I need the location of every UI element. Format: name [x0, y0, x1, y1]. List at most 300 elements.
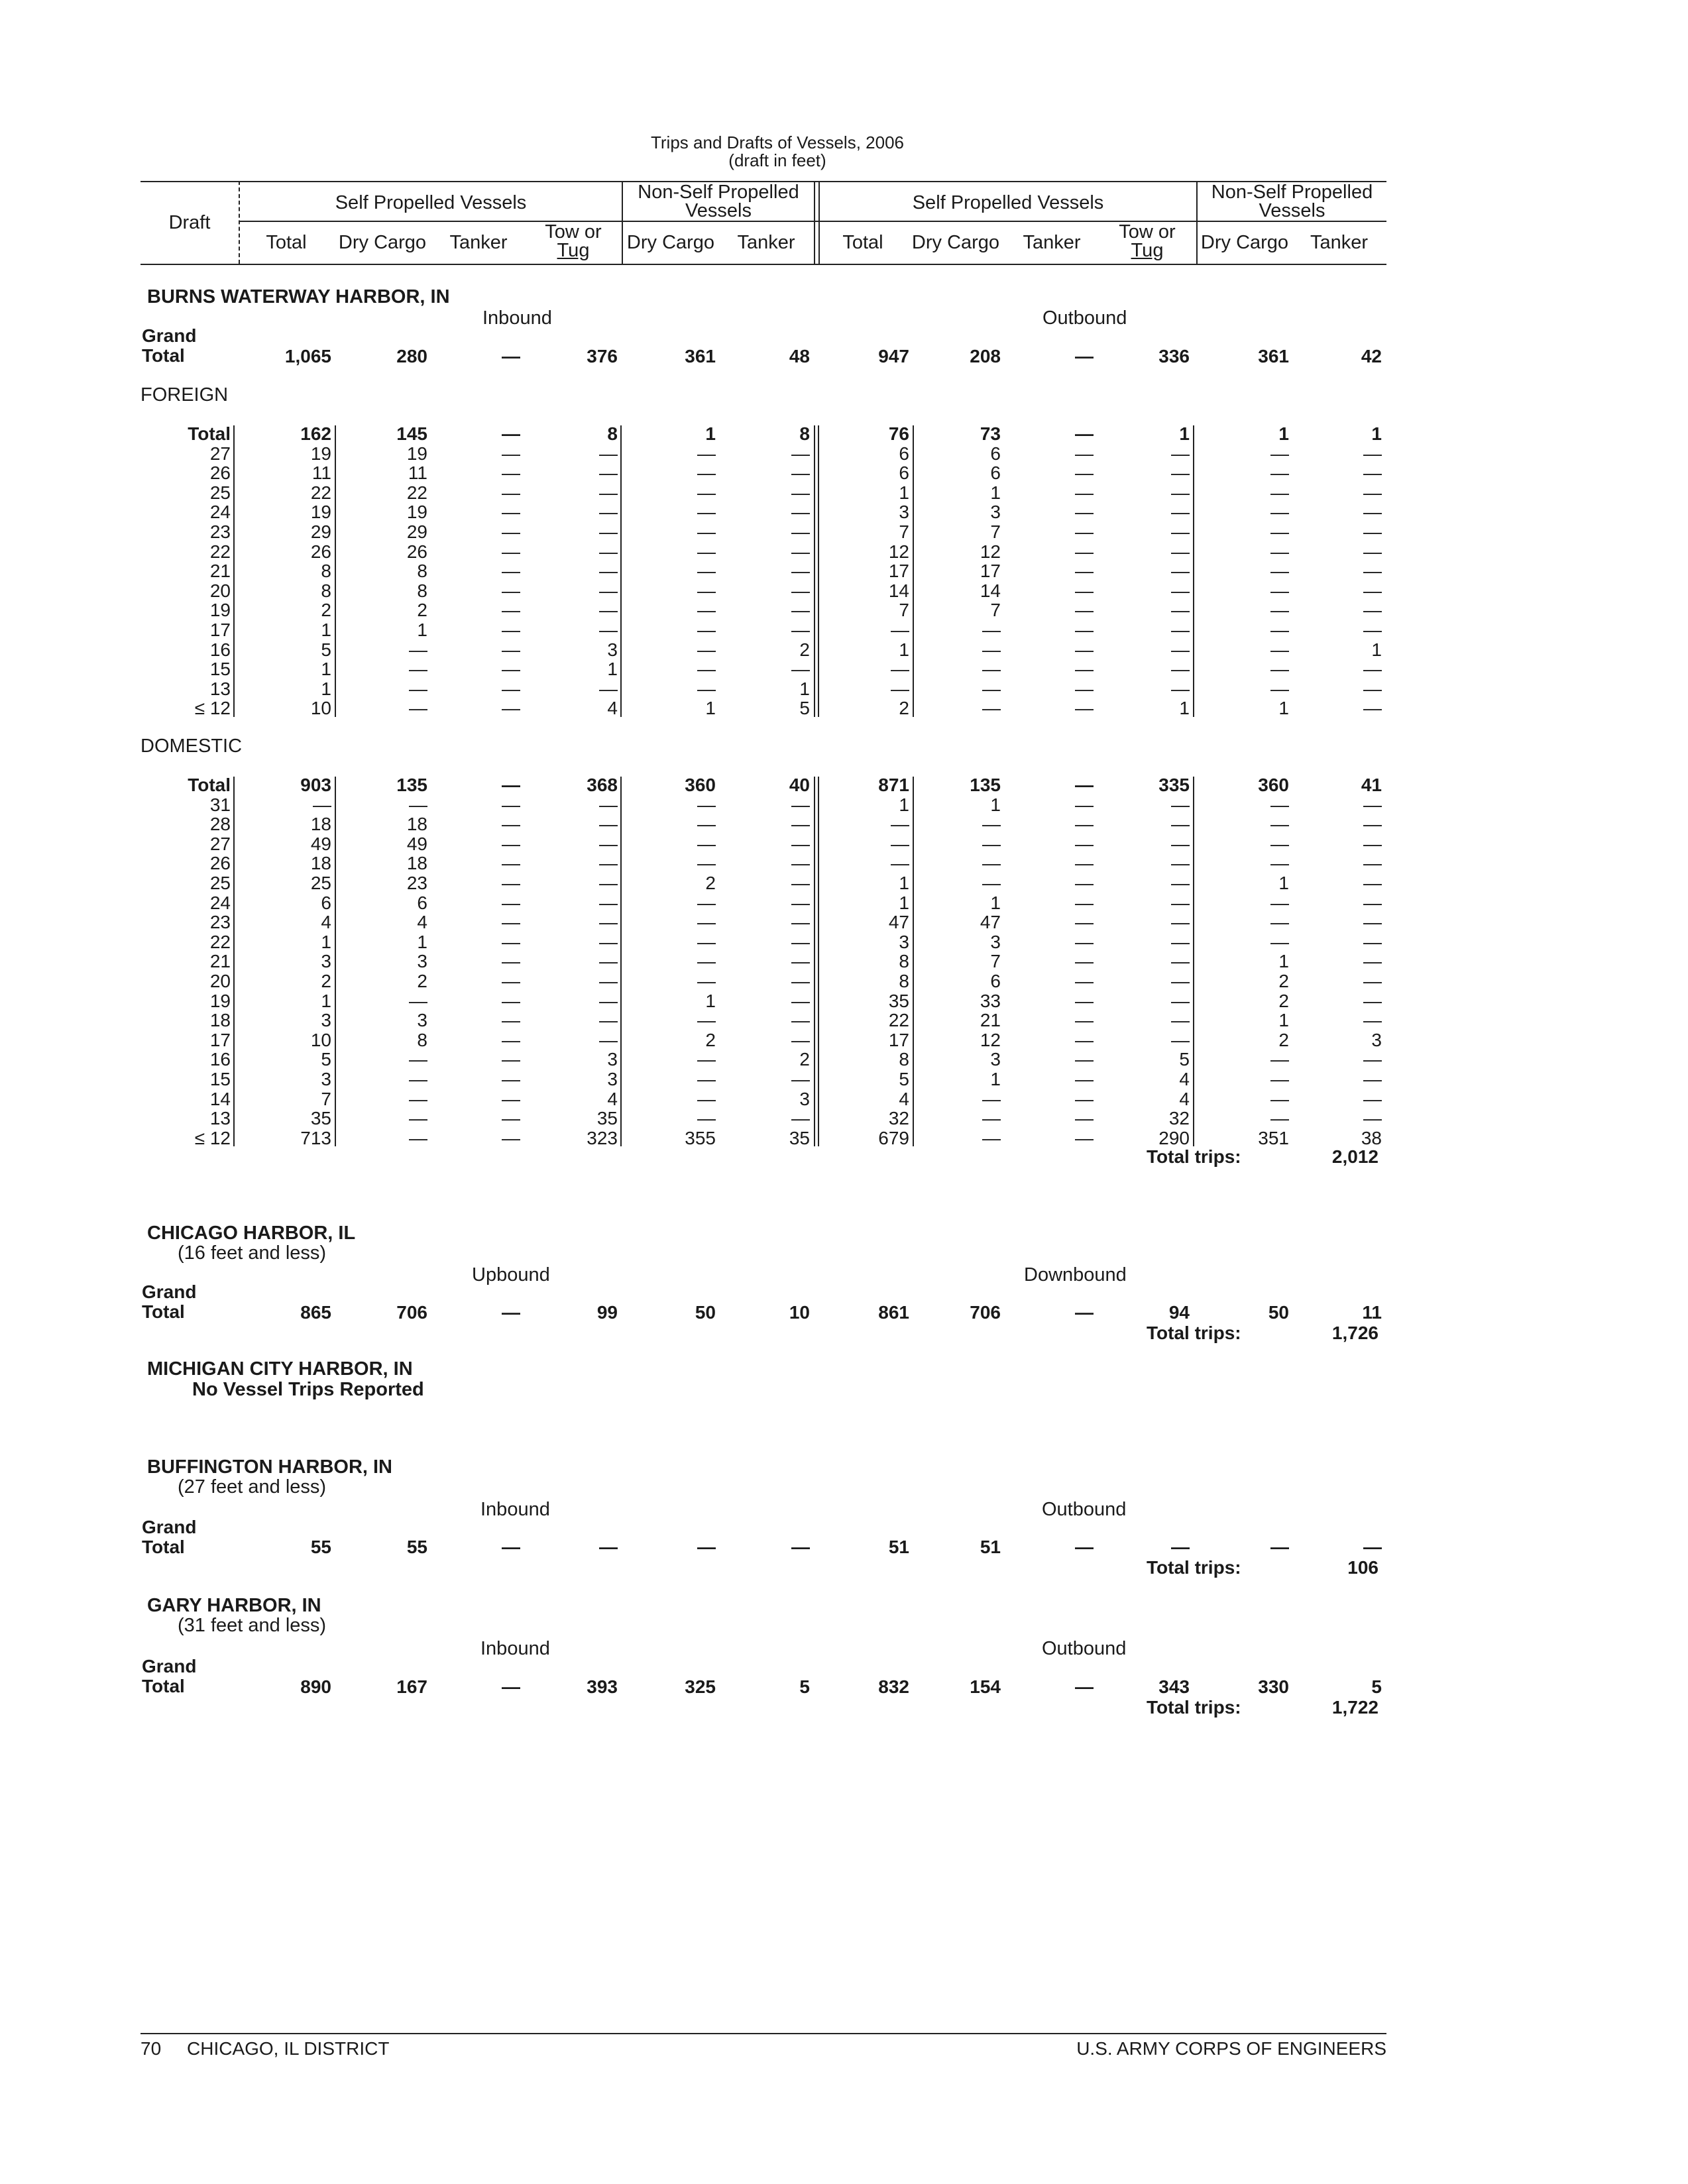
header-dry-cargo-out: Dry Cargo [911, 232, 1000, 253]
gary-harbor-sub: (31 feet and less) [178, 1615, 327, 1636]
cell-tanker-out: — [1075, 1069, 1094, 1089]
cell-tanker-out: — [1075, 580, 1094, 601]
cell-total-out: 5 [899, 1069, 909, 1089]
cell-total-out: 7 [899, 521, 909, 542]
table-row [0, 620, 1688, 640]
cell-ns-dry-cargo-out: — [1270, 931, 1289, 952]
cell-ns-dry-cargo-in: 325 [685, 1676, 716, 1697]
cell-tanker-in: — [502, 1676, 520, 1697]
cell-ns-dry-cargo-in: — [697, 794, 716, 815]
cell-ns-dry-cargo-in: 2 [705, 1029, 716, 1050]
cell-dry-cargo-out: 7 [990, 600, 1001, 621]
header-non-self-out [1198, 183, 1386, 220]
cell-tow-in: — [599, 853, 618, 874]
draft-label: Total [188, 423, 231, 444]
cell-ns-tanker-out: — [1363, 541, 1382, 562]
cell-total-out: 35 [888, 990, 909, 1011]
cell-tanker-in: — [502, 580, 520, 601]
cell-dry-cargo-out: — [982, 1127, 1001, 1148]
cell-tanker-in: — [502, 873, 520, 893]
cell-total-out: 4 [899, 1088, 909, 1109]
cell-tanker-out: — [1075, 794, 1094, 815]
table-row [0, 912, 1688, 932]
draft-label: 28 [209, 814, 231, 835]
cell-tow-in: — [599, 971, 618, 991]
cell-tow-out: — [1171, 1029, 1190, 1050]
cell-tow-out: — [1171, 502, 1190, 523]
cell-dry-cargo-out: — [982, 1088, 1001, 1109]
cell-tow-out: — [1171, 561, 1190, 582]
header-tow-out-line1: Tow or [1119, 221, 1176, 243]
table-row [0, 502, 1688, 522]
cell-dry-cargo-out: — [982, 659, 1001, 680]
cell-ns-tanker-out: — [1363, 794, 1382, 815]
cell-ns-tanker-in: — [791, 990, 810, 1011]
title-line-2: (draft in feet) [728, 150, 826, 170]
cell-tow-out: — [1171, 892, 1190, 913]
cell-tanker-in: — [502, 951, 520, 972]
cell-tow-out: 343 [1158, 1676, 1190, 1697]
draft-label: 25 [209, 873, 231, 893]
cell-dry-cargo-in: 280 [396, 346, 427, 366]
cell-ns-dry-cargo-out: 351 [1258, 1127, 1289, 1148]
cell-dry-cargo-out: — [982, 620, 1001, 640]
cell-total-out: — [891, 678, 909, 699]
draft-label: 13 [209, 1108, 231, 1129]
cell-tow-out: — [1171, 951, 1190, 972]
cell-tanker-out: — [1075, 1049, 1094, 1070]
cell-ns-dry-cargo-in: 1 [705, 423, 716, 444]
cell-ns-tanker-in: 2 [799, 1049, 810, 1070]
cell-tow-out: — [1171, 1010, 1190, 1031]
cell-total-in: 6 [321, 892, 331, 913]
cell-tow-in: — [599, 814, 618, 835]
cell-ns-dry-cargo-out: 1 [1278, 1010, 1289, 1031]
cell-total-in: 1 [321, 931, 331, 952]
cell-total-in: 4 [321, 912, 331, 933]
column-rule [620, 777, 622, 1146]
cell-tanker-in: — [502, 833, 520, 854]
cell-ns-dry-cargo-out: 2 [1278, 990, 1289, 1011]
header-non-self-out-line2: Vessels [1259, 200, 1325, 221]
cell-tanker-out: — [1075, 931, 1094, 952]
footer-district: CHICAGO, IL DISTRICT [187, 2038, 390, 2059]
cell-ns-tanker-in: 3 [799, 1088, 810, 1109]
cell-tanker-out: — [1075, 1537, 1094, 1557]
cell-ns-dry-cargo-out: — [1270, 912, 1289, 933]
cell-ns-tanker-in: 1 [799, 678, 810, 699]
cell-ns-dry-cargo-out: — [1270, 541, 1289, 562]
cell-total-in: 49 [310, 833, 331, 854]
cell-dry-cargo-out: 1 [990, 482, 1001, 503]
draft-label: 21 [209, 951, 231, 972]
cell-tow-out: — [1171, 620, 1190, 640]
table-row [0, 1089, 1688, 1109]
draft-label: 21 [209, 561, 231, 582]
cell-total-out: 17 [888, 561, 909, 582]
cell-tanker-in: — [502, 620, 520, 640]
cell-tow-in: — [599, 600, 618, 621]
cell-tow-out: — [1171, 482, 1190, 503]
cell-dry-cargo-out: 73 [980, 423, 1001, 444]
cell-tow-in: 1 [607, 659, 618, 680]
table-row [0, 834, 1688, 854]
table-row [0, 659, 1688, 679]
buffington-grand-label-2: Total [142, 1537, 185, 1557]
header-self-propelled-in: Self Propelled Vessels [335, 192, 527, 213]
cell-total-out: 1 [899, 873, 909, 893]
cell-tow-out: — [1171, 1537, 1190, 1557]
cell-ns-tanker-in: — [791, 443, 810, 464]
column-rule [913, 777, 914, 1146]
cell-ns-dry-cargo-in: — [697, 659, 716, 680]
column-rule [620, 425, 622, 717]
cell-dry-cargo-out: 7 [990, 521, 1001, 542]
cell-tow-out: — [1171, 794, 1190, 815]
cell-ns-dry-cargo-out: 1 [1278, 873, 1289, 893]
cell-total-in: 1 [321, 678, 331, 699]
table-row [0, 698, 1688, 718]
chicago-grand-total-row [0, 1303, 1688, 1323]
cell-dry-cargo-out: — [982, 1108, 1001, 1129]
cell-ns-dry-cargo-out: — [1270, 600, 1289, 621]
cell-tow-in: 3 [607, 1069, 618, 1089]
cell-tanker-out: — [1075, 912, 1094, 933]
cell-ns-dry-cargo-out: — [1270, 1088, 1289, 1109]
cell-tanker-in: — [502, 912, 520, 933]
cell-total-out: 17 [888, 1029, 909, 1050]
draft-label: 15 [209, 659, 231, 680]
cell-dry-cargo-in: 167 [396, 1676, 427, 1697]
cell-tanker-out: — [1075, 423, 1094, 444]
column-rule [814, 425, 815, 717]
cell-ns-tanker-in: — [791, 463, 810, 484]
cell-dry-cargo-out: 51 [980, 1537, 1001, 1557]
cell-tanker-in: — [502, 521, 520, 542]
cell-total-out: 871 [878, 775, 909, 795]
table-row [0, 542, 1688, 562]
cell-total-out: 32 [888, 1108, 909, 1129]
cell-ns-tanker-out: 1 [1371, 423, 1382, 444]
cell-ns-dry-cargo-in: — [697, 1108, 716, 1129]
cell-tanker-in: — [502, 1088, 520, 1109]
cell-ns-dry-cargo-out: 50 [1268, 1302, 1289, 1323]
table-row [0, 1030, 1688, 1050]
cell-ns-dry-cargo-in: — [697, 600, 716, 621]
cell-ns-dry-cargo-in: — [697, 580, 716, 601]
cell-dry-cargo-out: — [982, 853, 1001, 874]
cell-tow-out: — [1171, 600, 1190, 621]
cell-ns-dry-cargo-out: — [1270, 892, 1289, 913]
buffington-grand-label-1: Grand [142, 1517, 197, 1537]
table-row [0, 814, 1688, 834]
draft-label: 16 [209, 639, 231, 660]
cell-ns-tanker-out: — [1363, 620, 1382, 640]
cell-tow-out: — [1171, 443, 1190, 464]
cell-tanker-in: — [502, 443, 520, 464]
cell-tow-out: 32 [1168, 1108, 1190, 1129]
cell-tow-in: — [599, 443, 618, 464]
cell-ns-dry-cargo-in: — [697, 814, 716, 835]
cell-ns-dry-cargo-out: — [1270, 659, 1289, 680]
cell-dry-cargo-out: — [982, 639, 1001, 660]
cell-ns-dry-cargo-out: — [1270, 794, 1289, 815]
cell-ns-dry-cargo-in: — [697, 620, 716, 640]
cell-total-in: 5 [321, 1049, 331, 1070]
cell-tanker-out: — [1075, 561, 1094, 582]
cell-ns-dry-cargo-in: 360 [685, 775, 716, 795]
cell-ns-dry-cargo-in: 355 [685, 1127, 716, 1148]
cell-ns-dry-cargo-out: — [1270, 814, 1289, 835]
buffington-harbor-name: BUFFINGTON HARBOR, IN [147, 1456, 393, 1478]
burns-total-trips-label: Total trips: [1147, 1146, 1241, 1167]
cell-total-in: 10 [310, 1029, 331, 1050]
cell-dry-cargo-in: — [409, 794, 427, 815]
cell-tow-in: 323 [587, 1127, 618, 1148]
cell-ns-dry-cargo-out: — [1270, 620, 1289, 640]
cell-ns-dry-cargo-out: — [1270, 1537, 1289, 1557]
column-rule [335, 777, 336, 1146]
cell-dry-cargo-out: — [982, 833, 1001, 854]
cell-ns-tanker-in: 48 [789, 346, 810, 366]
cell-ns-tanker-out: — [1363, 971, 1382, 991]
cell-dry-cargo-in: 19 [406, 443, 427, 464]
cell-total-out: — [891, 814, 909, 835]
cell-ns-tanker-in: — [791, 873, 810, 893]
column-rule [335, 425, 336, 717]
cell-total-out: — [891, 853, 909, 874]
cell-dry-cargo-out: 12 [980, 541, 1001, 562]
cell-tow-out: 336 [1158, 346, 1190, 366]
cell-ns-tanker-in: — [791, 853, 810, 874]
chicago-harbor-name: CHICAGO HARBOR, IL [147, 1223, 356, 1244]
cell-ns-tanker-in: — [791, 892, 810, 913]
draft-label: 26 [209, 463, 231, 484]
cell-dry-cargo-out: 47 [980, 912, 1001, 933]
cell-ns-tanker-in: — [791, 1069, 810, 1089]
cell-tanker-in: — [502, 794, 520, 815]
gary-harbor-name: GARY HARBOR, IN [147, 1595, 321, 1616]
header-self-propelled-out: Self Propelled Vessels [912, 192, 1104, 213]
cell-ns-dry-cargo-in: 2 [705, 873, 716, 893]
cell-tow-in: — [599, 521, 618, 542]
cell-tanker-in: — [502, 541, 520, 562]
cell-tow-out: 290 [1158, 1127, 1190, 1148]
cell-tanker-out: — [1075, 853, 1094, 874]
cell-tanker-in: — [502, 1302, 520, 1323]
table-row [0, 483, 1688, 503]
cell-dry-cargo-in: 18 [406, 853, 427, 874]
cell-tanker-out: — [1075, 600, 1094, 621]
cell-tow-in: 8 [607, 423, 618, 444]
cell-ns-tanker-out: — [1363, 990, 1382, 1011]
cell-tow-out: — [1171, 990, 1190, 1011]
cell-ns-dry-cargo-out: — [1270, 1108, 1289, 1129]
header-ns-dry-cargo-in: Dry Cargo [626, 232, 715, 253]
cell-ns-dry-cargo-in: — [697, 541, 716, 562]
cell-tanker-in: — [502, 502, 520, 523]
cell-dry-cargo-in: — [409, 678, 427, 699]
cell-ns-dry-cargo-in: — [697, 1010, 716, 1031]
cell-total-in: 890 [300, 1676, 331, 1697]
cell-ns-tanker-in: 2 [799, 639, 810, 660]
cell-ns-tanker-in: — [791, 620, 810, 640]
buffington-inbound-label: Inbound [480, 1499, 550, 1520]
cell-tow-in: 376 [587, 346, 618, 366]
cell-tanker-in: — [502, 775, 520, 795]
cell-dry-cargo-out: 3 [990, 1049, 1001, 1070]
cell-tow-out: 1 [1179, 698, 1190, 719]
cell-tow-out: 4 [1179, 1069, 1190, 1089]
domestic-label: DOMESTIC [141, 736, 243, 757]
cell-ns-dry-cargo-out: 360 [1258, 775, 1289, 795]
cell-ns-dry-cargo-in: — [697, 463, 716, 484]
cell-ns-dry-cargo-out: — [1270, 639, 1289, 660]
cell-ns-tanker-out: 3 [1371, 1029, 1382, 1050]
buffington-grand-total-row [0, 1537, 1688, 1557]
draft-label: 16 [209, 1049, 231, 1070]
cell-total-in: 29 [310, 521, 331, 542]
footer-agency: U.S. ARMY CORPS OF ENGINEERS [1076, 2038, 1386, 2059]
cell-tow-out: — [1171, 814, 1190, 835]
cell-total-in: 3 [321, 1069, 331, 1089]
cell-dry-cargo-in: 19 [406, 502, 427, 523]
cell-dry-cargo-out: 135 [970, 775, 1001, 795]
cell-dry-cargo-in: 22 [406, 482, 427, 503]
cell-tanker-out: — [1075, 659, 1094, 680]
cell-tanker-out: — [1075, 346, 1094, 366]
cell-total-in: 2 [321, 600, 331, 621]
cell-ns-tanker-out: 11 [1362, 1302, 1382, 1323]
cell-total-out: 1 [899, 794, 909, 815]
cell-total-in: 8 [321, 580, 331, 601]
cell-tow-in: — [599, 892, 618, 913]
table-row [0, 424, 1688, 444]
cell-tow-in: 3 [607, 639, 618, 660]
column-rule [1193, 777, 1194, 1146]
cell-tanker-in: — [502, 678, 520, 699]
cell-dry-cargo-in: 1 [417, 931, 427, 952]
cell-tanker-out: — [1075, 502, 1094, 523]
cell-total-out: 7 [899, 600, 909, 621]
cell-dry-cargo-in: — [409, 639, 427, 660]
cell-tow-in: 99 [596, 1302, 618, 1323]
header-tow-out-line2: Tug [1131, 240, 1164, 261]
cell-tanker-out: — [1075, 1302, 1094, 1323]
cell-total-out: 679 [878, 1127, 909, 1148]
table-row [0, 679, 1688, 699]
buffington-total-trips-label: Total trips: [1147, 1557, 1241, 1578]
michigan-harbor-name: MICHIGAN CITY HARBOR, IN [147, 1358, 413, 1380]
cell-ns-tanker-out: — [1363, 678, 1382, 699]
draft-label: 13 [209, 678, 231, 699]
cell-tow-out: — [1171, 639, 1190, 660]
cell-tanker-in: — [502, 1049, 520, 1070]
cell-total-in: 18 [310, 814, 331, 835]
cell-tow-out: — [1171, 521, 1190, 542]
cell-total-out: 6 [899, 463, 909, 484]
cell-total-in: 5 [321, 639, 331, 660]
burns-total-trips: 2,012 [1331, 1146, 1379, 1167]
cell-total-out: — [891, 620, 909, 640]
cell-tanker-out: — [1075, 482, 1094, 503]
cell-total-in: 865 [300, 1302, 331, 1323]
cell-dry-cargo-in: — [409, 698, 427, 719]
cell-total-in: 10 [310, 698, 331, 719]
cell-ns-dry-cargo-out: 361 [1258, 346, 1289, 366]
cell-ns-tanker-in: 10 [789, 1302, 810, 1323]
column-rule [818, 777, 819, 1146]
cell-ns-tanker-out: 1 [1371, 639, 1382, 660]
cell-dry-cargo-out: 1 [990, 892, 1001, 913]
foreign-label: FOREIGN [141, 384, 229, 406]
cell-tow-in: 3 [607, 1049, 618, 1070]
cell-ns-dry-cargo-in: — [697, 639, 716, 660]
cell-ns-tanker-in: — [791, 814, 810, 835]
cell-total-out: 8 [899, 951, 909, 972]
cell-dry-cargo-in: 706 [396, 1302, 427, 1323]
cell-tanker-out: — [1075, 639, 1094, 660]
cell-tanker-in: — [502, 814, 520, 835]
draft-label: ≤ 12 [194, 698, 231, 719]
cell-ns-tanker-out: — [1363, 912, 1382, 933]
header-non-self-in-line1: Non-Self Propelled [638, 182, 799, 203]
cell-ns-tanker-out: — [1363, 873, 1382, 893]
draft-label: 18 [209, 1010, 231, 1031]
cell-ns-tanker-in: — [791, 931, 810, 952]
cell-dry-cargo-in: — [409, 1127, 427, 1148]
cell-total-in: 26 [310, 541, 331, 562]
cell-dry-cargo-in: 3 [417, 1010, 427, 1031]
cell-dry-cargo-in: 29 [406, 521, 427, 542]
burns-grand-label-2: Total [142, 345, 185, 366]
cell-ns-dry-cargo-in: — [697, 971, 716, 991]
cell-ns-tanker-in: — [791, 1108, 810, 1129]
cell-tow-out: — [1171, 833, 1190, 854]
table-row [0, 522, 1688, 542]
cell-dry-cargo-in: 2 [417, 600, 427, 621]
cell-dry-cargo-in: 55 [406, 1537, 427, 1557]
cell-ns-tanker-in: — [791, 561, 810, 582]
cell-dry-cargo-out: 7 [990, 951, 1001, 972]
cell-ns-dry-cargo-out: 2 [1278, 971, 1289, 991]
cell-tow-in: — [599, 482, 618, 503]
draft-label: 15 [209, 1069, 231, 1089]
cell-tow-in: — [599, 1010, 618, 1031]
cell-ns-tanker-out: — [1363, 1049, 1382, 1070]
cell-dry-cargo-out: 208 [970, 346, 1001, 366]
draft-label: 31 [209, 794, 231, 815]
cell-total-in: 1,065 [284, 346, 331, 366]
header-tow-in-line1: Tow or [545, 221, 602, 243]
cell-total-out: 8 [899, 971, 909, 991]
cell-dry-cargo-in: 49 [406, 833, 427, 854]
cell-ns-dry-cargo-in: — [697, 1069, 716, 1089]
cell-ns-tanker-out: — [1363, 1088, 1382, 1109]
cell-dry-cargo-in: 11 [408, 463, 427, 484]
buffington-total-trips: 106 [1347, 1557, 1379, 1578]
cell-total-out: — [891, 659, 909, 680]
draft-label: 23 [209, 521, 231, 542]
cell-ns-tanker-in: — [791, 1010, 810, 1031]
cell-ns-tanker-in: — [791, 912, 810, 933]
cell-dry-cargo-in: 135 [396, 775, 427, 795]
cell-dry-cargo-in: — [409, 1069, 427, 1089]
cell-total-out: 1 [899, 482, 909, 503]
burns-grand-label-1: Grand [142, 325, 197, 346]
burns-outbound-label: Outbound [1042, 307, 1127, 329]
gary-grand-total-row [0, 1677, 1688, 1697]
